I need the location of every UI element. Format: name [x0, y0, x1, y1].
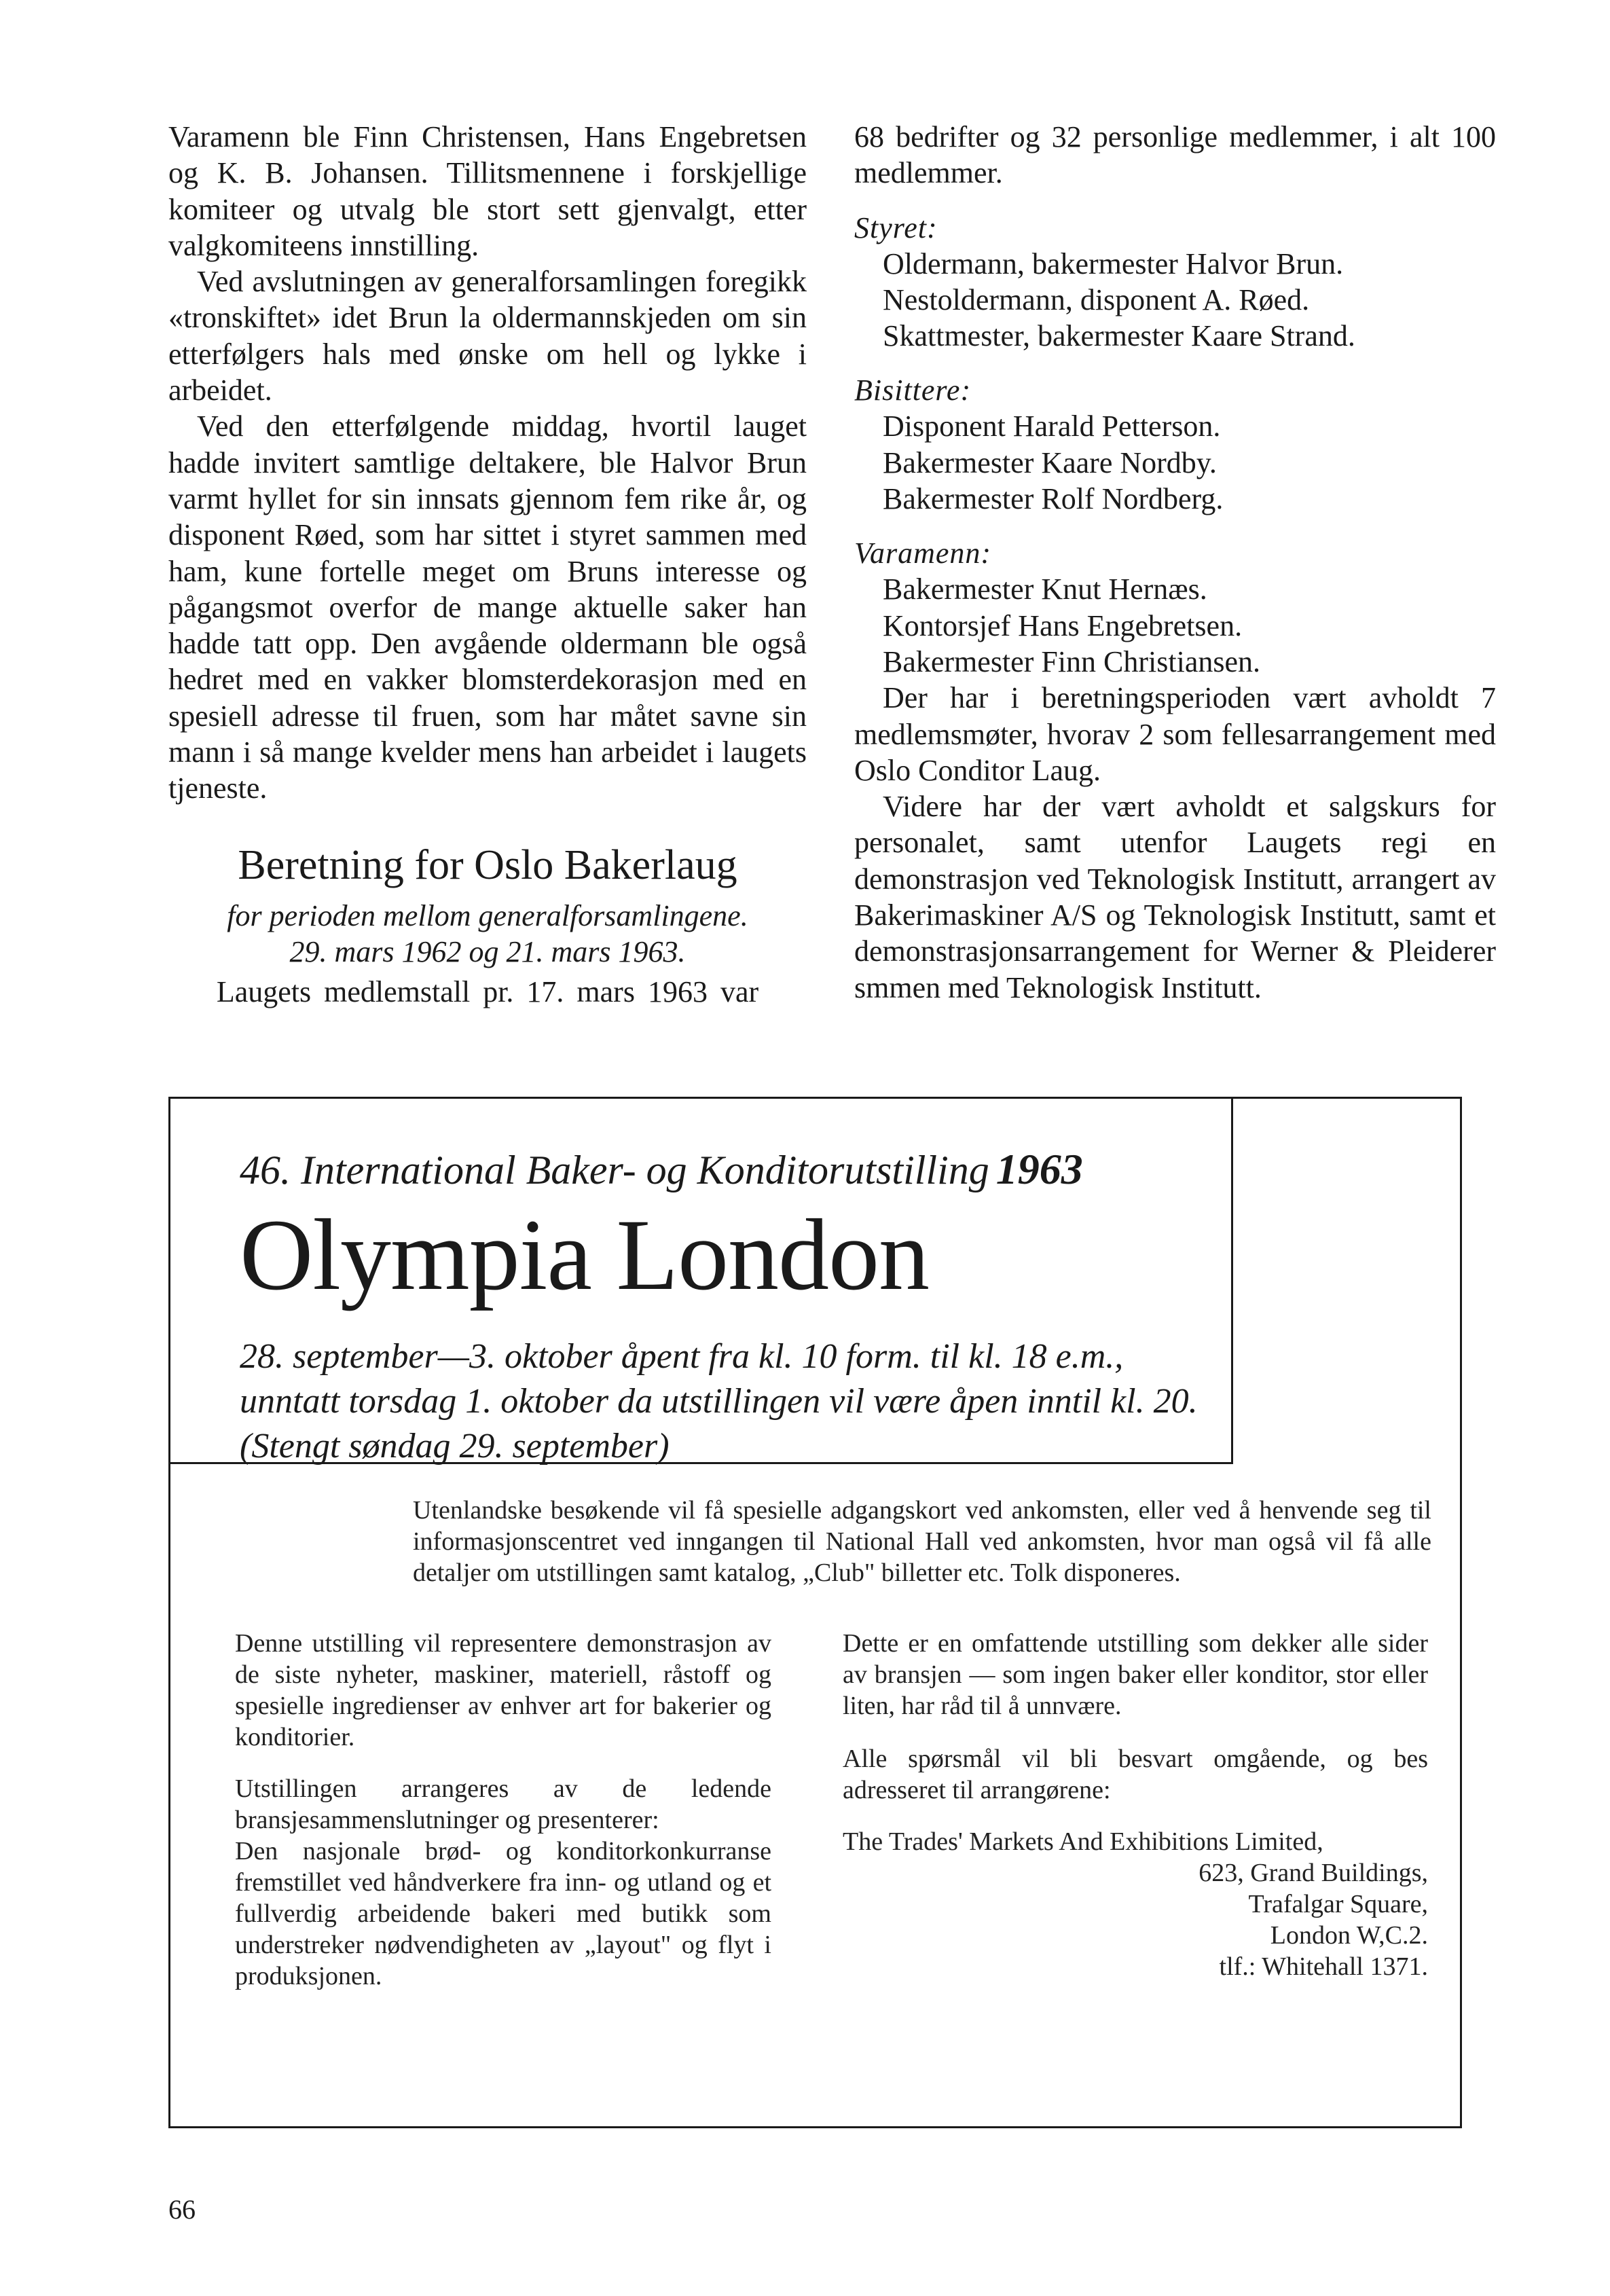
- bisittere-label: Bisittere:: [854, 373, 972, 407]
- bisittere-item: Bakermester Kaare Nordby.: [883, 445, 1217, 479]
- exhibition-year: 1963: [995, 1145, 1083, 1193]
- exhibition-name: [240, 1144, 1083, 1195]
- bisittere-item: Disponent Harald Petterson.: [883, 409, 1221, 443]
- styret-item: Oldermann, bakermester Halvor Brun.: [883, 247, 1344, 280]
- exhibition-title: Olympia London: [240, 1199, 930, 1311]
- address-line: Trafalgar Square,: [1248, 1890, 1428, 1918]
- ad-paragraph: Dette er en omfattende utstilling som dekker alle sider av bransjen — som ingen baker eller konditor, stor eller liten, har råd til å unnvære.: [843, 1629, 1428, 1720]
- ad-border-left: [168, 1097, 170, 2128]
- varamenn-label: Varamenn:: [854, 536, 992, 570]
- styret-label: Styret:: [854, 211, 938, 244]
- paragraph-medlemsmoter: Der har i beretningsperioden vært avholdt 7 medlemsmøter, hvorav 2 som fellesarrangement med Oslo Conditor Laug.: [854, 681, 1496, 787]
- ad-paragraph: Alle spørsmål vil bli besvart omgående, og bes adresseret til arrangørene:: [843, 1745, 1428, 1804]
- paragraph-tronskiftet: Ved avslutningen av generalforsamlingen foregikk «tronskiftet» idet Brun la oldermannskjeden om sin etterfølgers hals med ønske om hell og lykke i arbeidet.: [168, 265, 807, 407]
- left-column: [168, 119, 807, 1010]
- title-box-right-rule: [1231, 1097, 1233, 1464]
- section-subheading: for perioden mellom generalforsamlingene.: [227, 898, 748, 932]
- paragraph-salgskurs: Videre har der vært avholdt et salgskurs for personalet, samt utenfor Laugets regi en demonstrasjon ved Teknologisk Institutt, arrangert av Bakerimaskiner A/S og Teknologisk Institutt, samt et demonstrasjonsarrangement for Werner & Pleiderer smmen med Teknologisk Institutt.: [854, 790, 1496, 1004]
- visitor-info: [413, 1495, 1431, 1588]
- section-subheading-dates: 29. mars 1962 og 21. mars 1963.: [289, 934, 686, 968]
- section-heading: Beretning for Oslo Bakerlaug: [238, 841, 737, 888]
- address-phone: tlf.: Whitehall 1371.: [1219, 1952, 1428, 1981]
- ad-border-right: [1460, 1097, 1462, 2128]
- varamenn-item: Bakermester Knut Hernæs.: [883, 572, 1207, 606]
- visitor-info-text: Utenlandske besøkende vil få spesielle adgangskort ved ankomsten, eller ved å henvende seg til informasjonscentret ved inngangen til National Hall ved ankomsten, hvor man også vil få alle detaljer om utstillingen samt katalog, „Club" billetter etc. Tolk disponeres.: [413, 1496, 1431, 1587]
- address-company: The Trades' Markets And Exhibitions Limited,: [843, 1827, 1323, 1856]
- varamenn-item: Bakermester Finn Christiansen.: [883, 644, 1261, 678]
- ad-right-column: [843, 1628, 1428, 1982]
- exhibition-name-text: 46. International Baker- og Konditorutstilling: [240, 1148, 989, 1192]
- varamenn-item: Kontorsjef Hans Engebretsen.: [883, 608, 1243, 642]
- member-count-continuation: 68 bedrifter og 32 personlige medlemmer, i alt 100 medlemmer.: [854, 120, 1496, 190]
- styret-item: Skattmester, bakermester Kaare Strand.: [883, 319, 1355, 353]
- address-line: London W,C.2.: [1270, 1921, 1428, 1950]
- ad-paragraph: Denne utstilling vil representere demonstrasjon av de siste nyheter, maskiner, materiell, råstoff og spesielle ingredienser av enhver art for bakerier og konditorier.: [235, 1629, 771, 1751]
- styret-item: Nestoldermann, disponent A. Røed.: [883, 283, 1310, 316]
- organizer-address: [843, 1826, 1428, 1982]
- bisittere-item: Bakermester Rolf Nordberg.: [883, 482, 1224, 516]
- address-line: 623, Grand Buildings,: [1199, 1859, 1428, 1887]
- ad-border-bottom: [168, 2126, 1462, 2128]
- ad-paragraph: Den nasjonale brød- og konditorkonkurranse fremstillet ved håndverkere fra inn- og utland og et fullverdig arbeidende bakeri med butikk som understreker nødvendigheten av „layout" og flyt i produksjonen.: [235, 1837, 771, 1990]
- exhibition-dates: 28. september—3. oktober åpent fra kl. 10 form. til kl. 18 e.m., unntatt torsdag 1. oktober da utstillingen vil være åpen inntil kl. 20. (Stengt søndag 29. september): [240, 1337, 1198, 1465]
- paragraph-varamenn: Varamenn ble Finn Christensen, Hans Engebretsen og K. B. Johansen. Tillitsmennene i forskjellige komiteer og utvalg ble stort sett gjenvalgt, etter valgkomiteens innstilling.: [168, 120, 807, 262]
- exhibition-advertisement: [168, 1097, 1462, 2132]
- paragraph-middag: Ved den etterfølgende middag, hvortil lauget hadde invitert samtlige deltakere, ble Halvor Brun varmt hyllet for sin innsats gjennom fem rike år, og disponent Røed, som har sittet i styret sammen med ham, kune fortelle meget om Bruns interesse og pågangsmot overfor de mange aktuelle saker han hadde tatt opp. Den avgående oldermann ble også hedret med en vakker blomsterdekorasjon med en spesiell adresse til fruen, som har måtet savne sin mann i så mange kvelder mens han arbeidet i laugets tjeneste.: [168, 409, 807, 805]
- right-column: [854, 119, 1496, 1006]
- ad-paragraph: Utstillingen arrangeres av de ledende bransjesammenslutninger og presenterer:: [235, 1774, 771, 1834]
- page-number: 66: [168, 2194, 196, 2225]
- ad-border-top: [168, 1097, 1462, 1099]
- member-count-line: Laugets medlemstall pr. 17. mars 1963 var: [216, 974, 759, 1008]
- ad-left-column: [235, 1628, 771, 1992]
